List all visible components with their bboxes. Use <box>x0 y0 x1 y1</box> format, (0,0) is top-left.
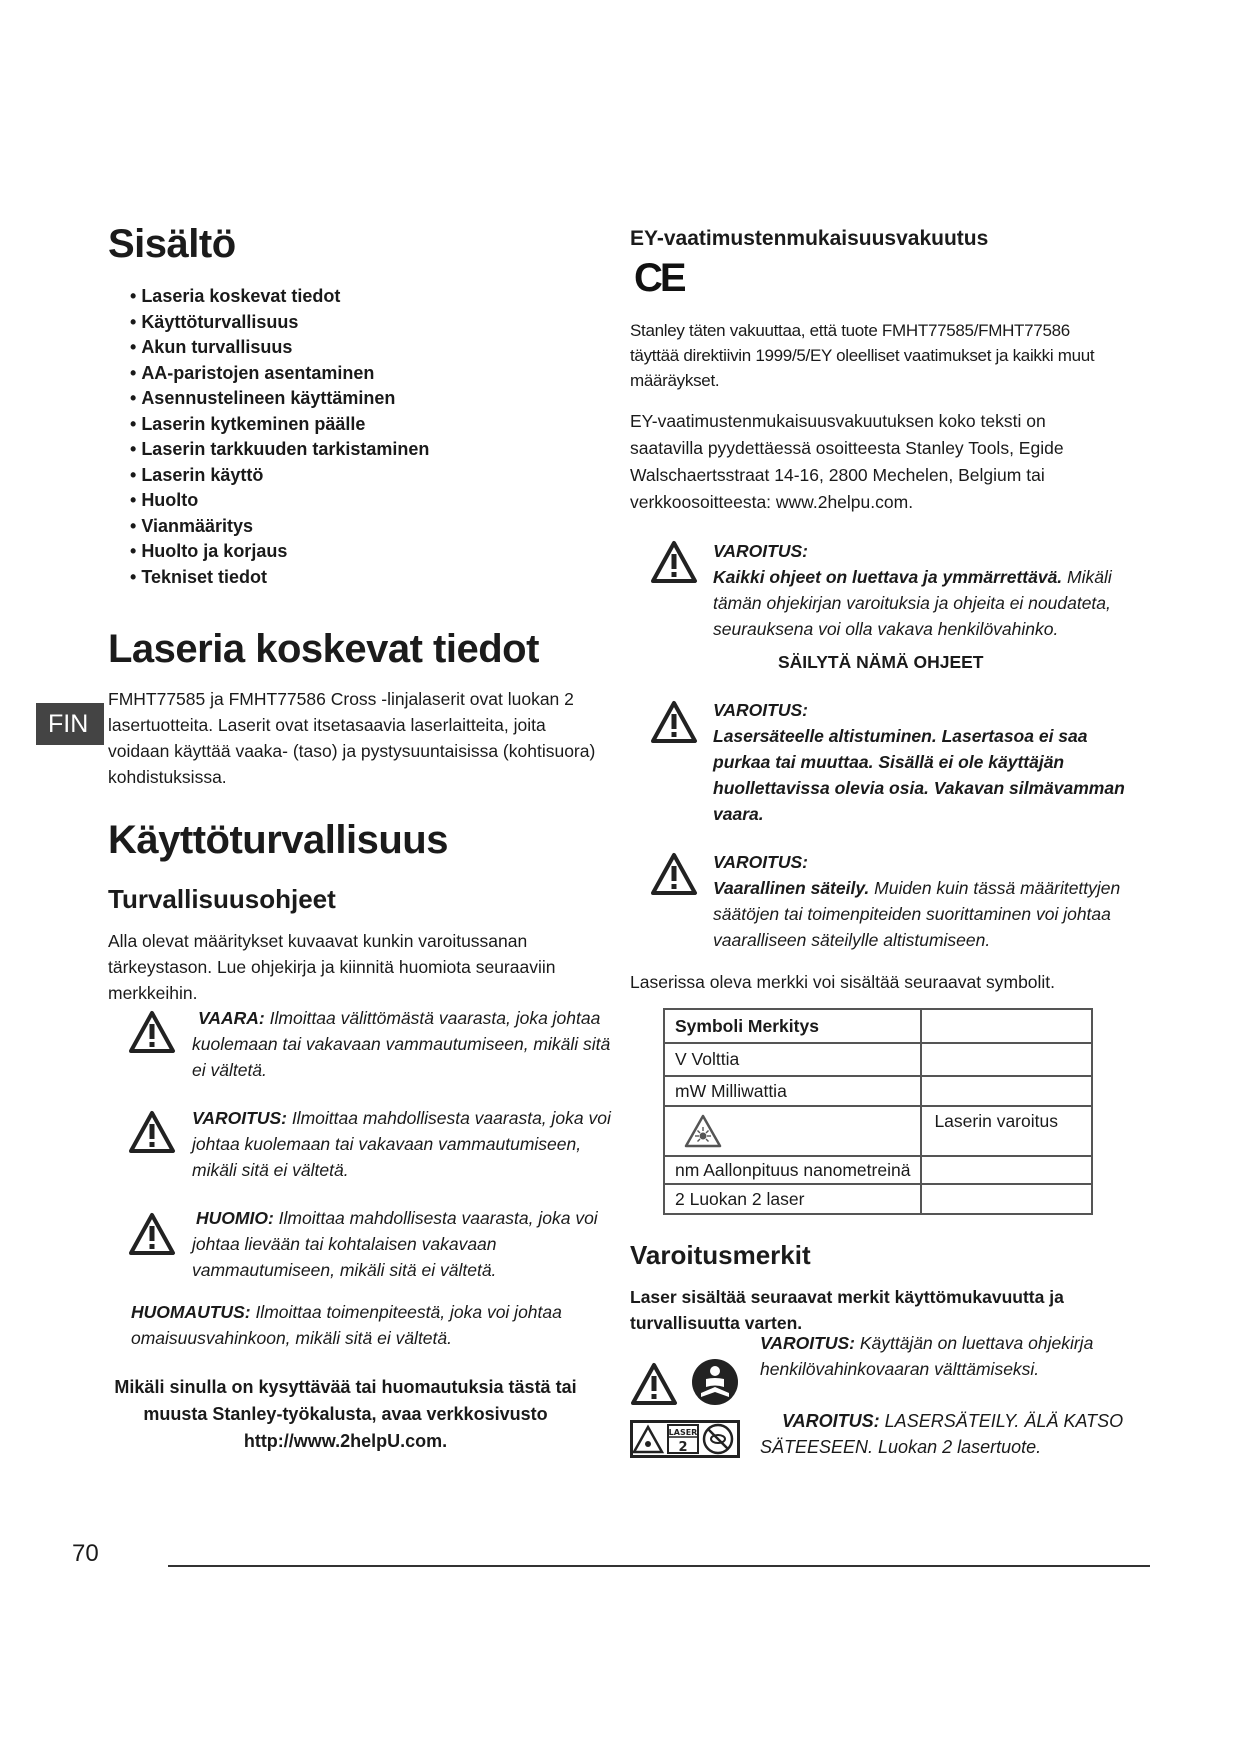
warning-bold-text: Vaarallinen säteily. <box>713 878 870 898</box>
table-cell: 2 Luokan 2 laser <box>664 1184 921 1214</box>
toc-item: • Käyttöturvallisuus <box>130 310 429 336</box>
huomautus-label: HUOMAUTUS: <box>131 1302 251 1322</box>
mark-text: LASERSÄTEILY. ÄLÄ KATSO SÄTEESEEN. Luokan 2 lasertuote. <box>760 1411 1124 1457</box>
ec-declaration-address: EY-vaatimustenmukaisuusvakuutuksen koko teksti on saatavilla pyydettäessä osoitteesta Stanley Tools, Egide Walschaertsstraat 14-16, 2800 Mechelen, Belgium tai verkkoosoitteesta: www.2helpu.com. <box>630 411 1064 512</box>
warning-text: Muiden kuin tässä määritettyjen säätöjen tai toimenpiteiden suorittaminen voi johtaa vaaralliseen säteilylle altistumiseen. <box>713 878 1121 950</box>
toc-item: • Laserin tarkkuuden tarkistaminen <box>130 437 429 463</box>
toc-item: • Asennustelineen käyttäminen <box>130 386 429 412</box>
contact-url: http://www.2helpU.com. <box>243 1431 448 1451</box>
warning-label: VAROITUS: <box>713 852 808 872</box>
toc-item: • Vianmääritys <box>130 514 429 540</box>
huomautus-definition <box>131 1299 591 1351</box>
warning-triangle-icon <box>128 1212 176 1256</box>
laser-info-title: Laseria koskevat tiedot <box>108 627 539 671</box>
huomio-definition <box>192 1205 617 1283</box>
table-cell <box>921 1156 1092 1184</box>
mark-label: VAROITUS: <box>760 1333 855 1353</box>
varoitus-label: VAROITUS: <box>192 1108 287 1128</box>
laser-warning-icon <box>683 1113 723 1149</box>
language-tab: FIN <box>36 703 104 745</box>
warning-hazardous-radiation <box>713 849 1143 953</box>
table-header-cell <box>921 1009 1092 1043</box>
laser-class-number: 2 <box>678 1440 688 1455</box>
table-of-contents <box>130 284 429 590</box>
warning-bold-text: Lasersäteelle altistuminen. Lasertasoa ei saa purkaa tai muuttaa. Sisällä ei ole käyttäjän huollettavissa olevia osia. Vakavan silmävamman vaara. <box>713 726 1125 824</box>
warning-triangle-icon <box>650 540 698 584</box>
toc-item: • AA-paristojen asentaminen <box>130 361 429 387</box>
huomio-label: HUOMIO: <box>196 1208 274 1228</box>
safety-intro: Alla olevat määritykset kuvaavat kunkin varoitussanan tärkeystason. Lue ohjekirja ja kiinnitä huomiota seuraaviin merkkeihin. <box>108 931 556 1003</box>
table-cell: mW Milliwattia <box>664 1076 921 1106</box>
table-row <box>664 1076 1092 1106</box>
footer-rule <box>168 1565 1150 1567</box>
toc-item: • Laserin käyttö <box>130 463 429 489</box>
ce-mark-icon: CE <box>634 256 684 300</box>
contact-info <box>108 1374 583 1455</box>
warning-laser-exposure <box>713 697 1143 827</box>
mark-label: VAROITUS: <box>782 1411 880 1431</box>
contact-line: muusta Stanley-työkalusta, avaa verkkosivusto <box>143 1404 548 1424</box>
keep-instructions: SÄILYTÄ NÄMÄ OHJEET <box>778 652 984 672</box>
varoitus-text: Ilmoittaa mahdollisesta vaarasta, joka voi johtaa kuolemaan tai vakavaan vammautumiseen, mikäli sitä ei vältetä. <box>192 1108 611 1180</box>
huomio-text: Ilmoittaa mahdollisesta vaarasta, joka voi johtaa lievään tai kohtalaisen vakavaan vammautumiseen, mikäli sitä ei vältetä. <box>192 1208 598 1280</box>
safety-title: Käyttöturvallisuus <box>108 818 448 862</box>
page-number: 70 <box>72 1540 99 1567</box>
varoitus-definition <box>192 1105 617 1183</box>
laser-label-text: LASER <box>668 1428 698 1437</box>
table-cell <box>921 1043 1092 1076</box>
warning-bold-text: Kaikki ohjeet on luettava ja ymmärrettävä. <box>713 567 1063 587</box>
warning-triangle-icon <box>128 1110 176 1154</box>
toc-item: • Tekniset tiedot <box>130 565 429 591</box>
warning-triangle-icon <box>630 1362 678 1406</box>
mark-laser-radiation <box>760 1408 1160 1460</box>
toc-title: Sisältö <box>108 222 236 266</box>
table-cell <box>921 1076 1092 1106</box>
toc-item: • Huolto <box>130 488 429 514</box>
table-cell: Laserin varoitus <box>921 1106 1092 1156</box>
table-cell: nm Aallonpituus nanometreinä <box>664 1156 921 1184</box>
safety-subtitle: Turvallisuusohjeet <box>108 884 336 914</box>
table-header-cell: Symboli Merkitys <box>664 1009 921 1043</box>
vaara-text: Ilmoittaa välittömästä vaarasta, joka johtaa kuolemaan tai vakavaan vammautumiseen, mikäli sitä ei vältetä. <box>192 1008 611 1080</box>
warning-triangle-icon <box>128 1010 176 1054</box>
warning-read-manual <box>713 538 1143 642</box>
table-row <box>664 1043 1092 1076</box>
table-row <box>664 1184 1092 1214</box>
toc-item: • Huolto ja korjaus <box>130 539 429 565</box>
laser-class-label-icon <box>630 1420 740 1458</box>
table-cell <box>664 1106 921 1156</box>
table-cell <box>921 1184 1092 1214</box>
mark-text: Käyttäjän on luettava ohjekirja henkilövahinkovaaran välttämiseksi. <box>760 1333 1094 1379</box>
toc-item: • Laseria koskevat tiedot <box>130 284 429 310</box>
laser-info-text: FMHT77585 ja FMHT77586 Cross -linjalaserit ovat luokan 2 lasertuotteita. Laserit ovat itsetasaavia laserlaitteita, joita voidaan käyttää vaaka- (taso) ja pystysuuntaisissa (kohtisuora) kohdistuksissa. <box>108 689 596 787</box>
symbols-intro: Laserissa oleva merkki voi sisältää seuraavat symbolit. <box>630 972 1056 992</box>
vaara-label: VAARA: <box>198 1008 265 1028</box>
warning-triangle-icon <box>650 700 698 744</box>
huomautus-text: Ilmoittaa toimenpiteestä, joka voi johtaa omaisuusvahinkoon, mikäli sitä ei vältetä. <box>131 1302 562 1348</box>
contact-line: Mikäli sinulla on kysyttävää tai huomautuksia tästä tai <box>114 1377 577 1397</box>
warning-label: VAROITUS: <box>713 700 808 720</box>
vaara-definition <box>192 1005 612 1083</box>
warning-marks-title: Varoitusmerkit <box>630 1240 811 1270</box>
read-manual-icon <box>690 1357 740 1407</box>
toc-item: • Laserin kytkeminen päälle <box>130 412 429 438</box>
mark-read-manual <box>760 1330 1140 1382</box>
toc-item: • Akun turvallisuus <box>130 335 429 361</box>
table-cell: V Volttia <box>664 1043 921 1076</box>
ec-declaration-title: EY-vaatimustenmukaisuusvakuutus <box>630 227 989 250</box>
warning-text: Mikäli tämän ohjekirjan varoituksia ja ohjeita ei noudateta, seurauksena voi olla vakava henkilövahinko. <box>713 567 1112 639</box>
table-header-row <box>664 1009 1092 1043</box>
warning-triangle-icon <box>650 852 698 896</box>
warning-label: VAROITUS: <box>713 541 808 561</box>
table-row <box>664 1156 1092 1184</box>
table-row <box>664 1106 1092 1156</box>
ec-declaration-text: Stanley täten vakuuttaa, että tuote FMHT77585/FMHT77586 täyttää direktiivin 1999/5/EY oleelliset vaatimukset ja kaikki muut määräykset. <box>630 321 1095 390</box>
warning-marks-intro: Laser sisältää seuraavat merkit käyttömukavuutta ja turvallisuutta varten. <box>630 1287 1064 1333</box>
symbols-table <box>663 1008 1093 1215</box>
